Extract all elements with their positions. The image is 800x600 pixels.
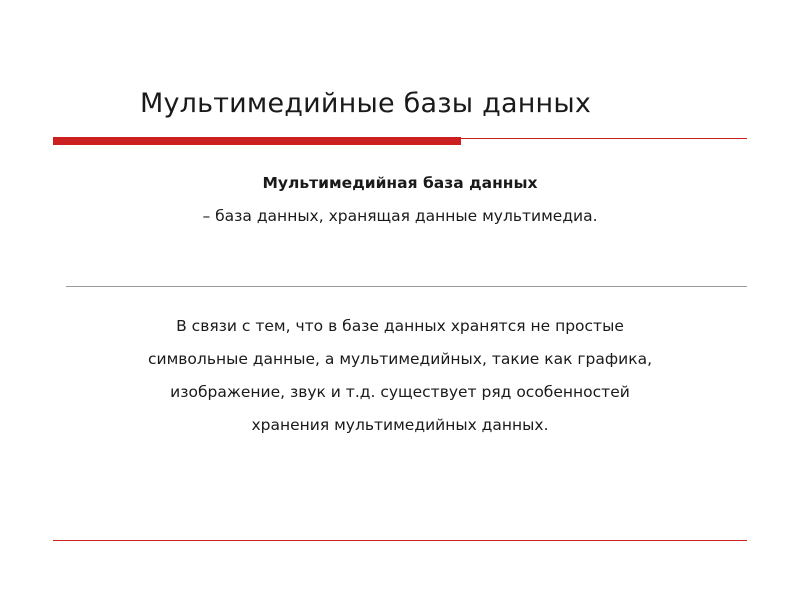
title-underline-thick [53, 137, 461, 145]
paragraph-line: В связи с тем, что в базе данных хранятся не простые [176, 317, 624, 335]
term-definition: – база данных, хранящая данные мультимедиа. [202, 207, 598, 225]
section-divider [66, 286, 747, 287]
paragraph-line: хранения мультимедийных данных. [251, 416, 549, 434]
paragraph-line: изображение, звук и т.д. существует ряд особенностей [170, 383, 630, 401]
slide-title: Мультимедийные базы данных [140, 88, 592, 119]
paragraph-line: символьные данные, а мультимедийных, такие как графика, [148, 350, 652, 368]
term-heading: Мультимедийная база данных [262, 174, 538, 192]
body-paragraph [50, 310, 750, 442]
title-underline-thin [461, 138, 747, 139]
footer-divider [53, 540, 747, 541]
